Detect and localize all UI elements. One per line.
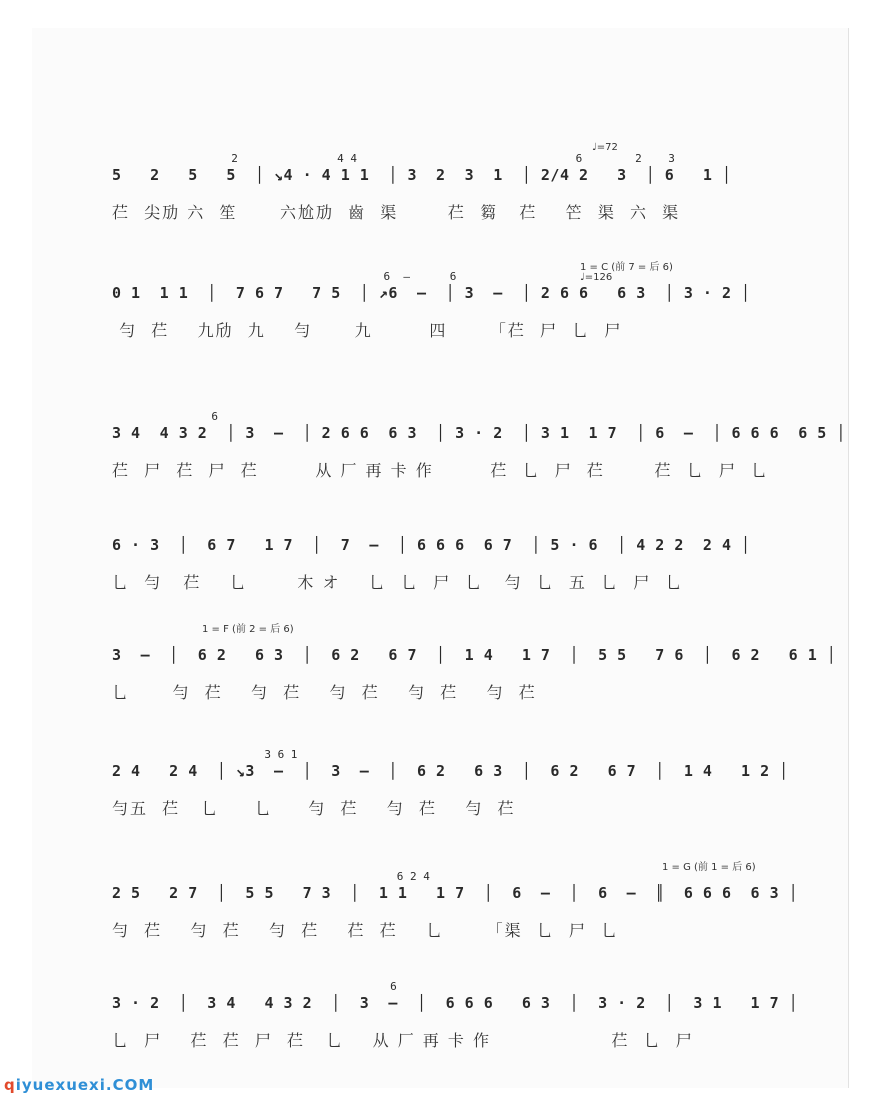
score-line xyxy=(112,968,799,1088)
tablature-line: 勻 芢 勻 芢 勻 芢 芢 芢 乚 「渠 乚 尸 乚 xyxy=(112,921,620,940)
notation-line: 2 5 2 7 │ 5 5 7 3 │ 1 1 1 7 │ 6 — │ 6 — ║ 6 6 6 6 3 │ xyxy=(112,884,799,902)
tablature-line: 勻 芢 九劤 九 勻 九 四 「芢 尸 乚 尸 xyxy=(112,321,623,340)
score-line xyxy=(112,258,792,378)
score-line xyxy=(112,510,792,630)
upper-notes: 3 6 1 xyxy=(112,748,298,761)
tablature-line: 乚 尸 芢 芢 尸 芢 乚 从 厂 再 卡 作 芢 乚 尸 xyxy=(112,1031,694,1050)
upper-notes: 6 — 6 xyxy=(112,270,457,283)
score-line xyxy=(112,398,846,518)
score-line xyxy=(112,140,792,260)
tablature-line: 勻五 芢 乚 乚 勻 芢 勻 芢 勻 芢 xyxy=(112,799,516,818)
tablature-line: 芢 尸 芢 尸 芢 从 厂 再 卡 作 芢 乚 尸 芢 芢 乚 尸 乚 xyxy=(112,461,770,480)
notation-line: 6 · 3 │ 6 7 1 7 │ 7 — │ 6 6 6 6 7 │ 5 · 6 │ 4 2 2 2 4 │ xyxy=(112,536,751,554)
watermark-first-letter: q xyxy=(4,1076,16,1094)
upper-notes: 6 2 4 xyxy=(112,870,430,883)
key-signature: 1 = F (前 2 = 后 6) xyxy=(202,624,294,635)
notation-line: 3 4 4 3 2 │ 3 — │ 2 6 6 6 3 │ 3 · 2 │ 3 1 1 7 │ 6 — │ 6 6 6 6 5 │ xyxy=(112,424,846,442)
score-line xyxy=(112,736,792,856)
site-watermark xyxy=(4,1076,154,1094)
notation-line: 3 — │ 6 2 6 3 │ 6 2 6 7 │ 1 4 1 7 │ 5 5 7 6 │ 6 2 6 1 │ xyxy=(112,646,837,664)
upper-notes: 2 4 4 6 2 3 xyxy=(112,152,675,165)
score-line xyxy=(112,620,837,740)
notation-line: 2 4 2 4 │ ↘3 — │ 3 — │ 6 2 6 3 │ 6 2 6 7 │ 1 4 1 2 │ xyxy=(112,762,789,780)
tablature-line: 乚 勻 芢 勻 芢 勻 芢 勻 芢 勻 芢 xyxy=(112,683,537,702)
tablature-line: 乚 勻 芢 乚 木 オ 乚 乚 尸 乚 勻 乚 五 乚 尸 乚 xyxy=(112,573,684,592)
upper-notes: 6 xyxy=(112,980,397,993)
tablature-line: 芢 尖劢 六 笙 六尬劢 齒 渠 芢 篘 芢 笀 渠 六 渠 xyxy=(112,203,681,222)
notation-line: 0 1 1 1 │ 7 6 7 7 5 │ ↗6 — │ 3 — │ 2 6 6 6 3 │ 3 · 2 │ xyxy=(112,284,751,302)
tempo-marking: ♩=126 xyxy=(580,272,613,283)
key-signature: 1 = C (前 7 = 后 6) xyxy=(580,262,673,273)
tempo-marking: ♩=72 xyxy=(592,142,618,153)
notation-line: 5 2 5 5 │ ↘4 · 4 1 1 │ 3 2 3 1 │ 2/4 2 3 │ 6 1 │ xyxy=(112,166,732,184)
watermark-text: iyuexuexi.COM xyxy=(15,1076,155,1094)
score-line xyxy=(112,858,799,978)
notation-line: 3 · 2 │ 3 4 4 3 2 │ 3 — │ 6 6 6 6 3 │ 3 · 2 │ 3 1 1 7 │ xyxy=(112,994,799,1012)
upper-notes: 6 xyxy=(112,410,218,423)
key-signature: 1 = G (前 1 = 后 6) xyxy=(662,862,756,873)
